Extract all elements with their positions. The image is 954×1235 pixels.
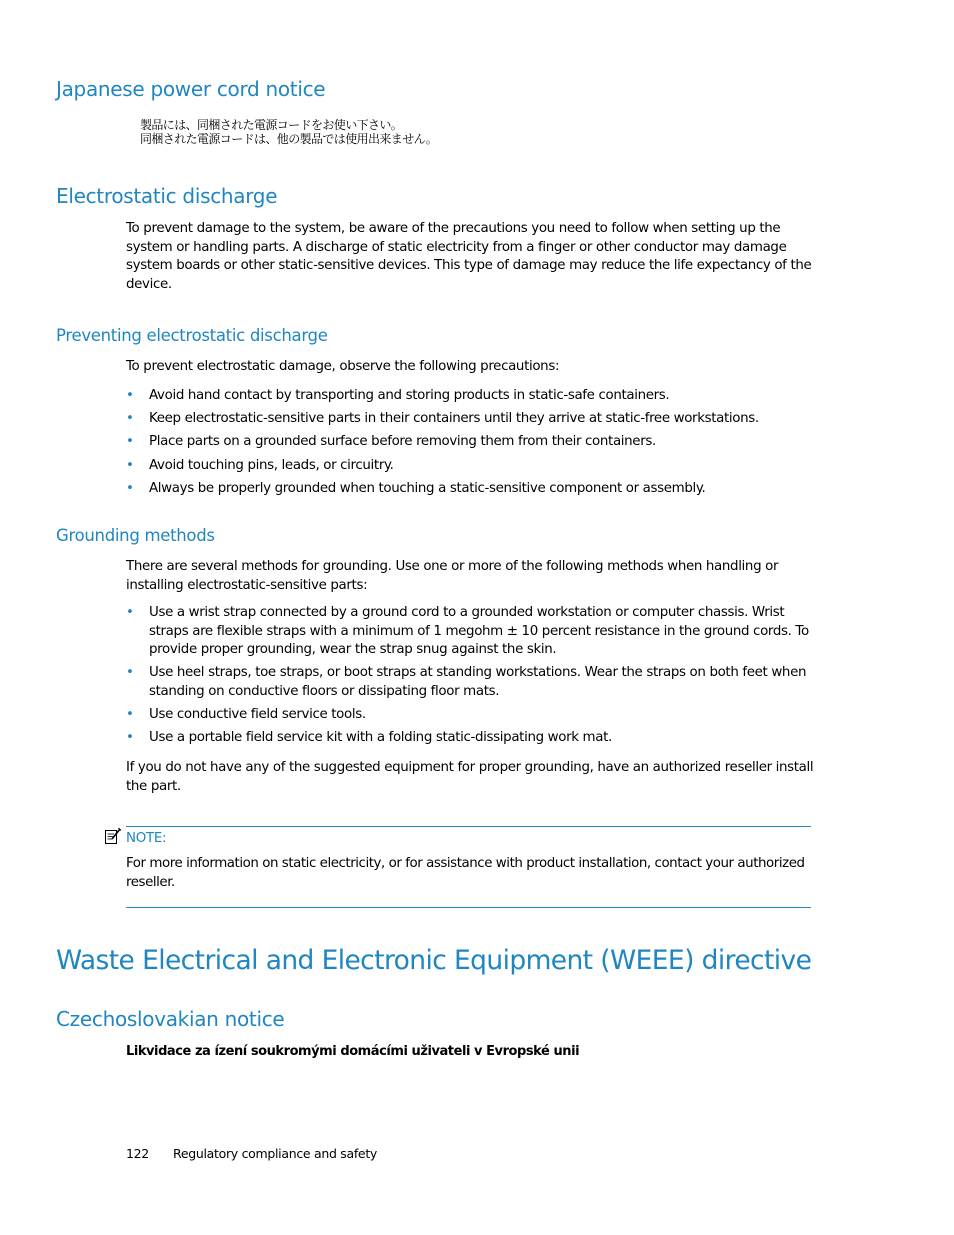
japanese-notice-line-2: 同梱された電源コードは、他の製品では使用出来ません。 (140, 132, 438, 146)
heading-preventing-esd: Preventing electrostatic discharge (56, 326, 328, 345)
grounding-methods-list (126, 604, 816, 747)
heading-weee-directive: Waste Electrical and Electronic Equipment (WEEE) directive (56, 945, 812, 976)
list-item: • Always be properly grounded when touching a static-sensitive component or assembly. (126, 480, 826, 499)
list-item: • Use heel straps, toe straps, or boot straps at standing workstations. Wear the straps on both feet when standing on conductive floors or dissipating floor mats. (126, 665, 807, 699)
note-text: For more information on static electricity, or for assistance with product installation, contact your authorized reseller. (126, 856, 805, 890)
heading-czechoslovakian-notice: Czechoslovakian notice (56, 1007, 285, 1031)
note-pencil-icon (104, 827, 122, 845)
bullet-icon: • (126, 605, 134, 620)
note-top-rule (126, 826, 811, 827)
preventing-precautions-list (126, 387, 826, 499)
note-bottom-rule (126, 907, 811, 908)
bullet-icon: • (126, 729, 134, 745)
heading-electrostatic-discharge: Electrostatic discharge (56, 184, 278, 208)
footer-title: Regulatory compliance and safety (173, 1146, 378, 1161)
japanese-notice-line-1: 製品には、同梱された電源コードをお使い下さい。 (140, 118, 403, 132)
bullet-icon: • (126, 706, 134, 722)
grounding-outro: If you do not have any of the suggested equipment for proper grounding, have an authorized reseller install the part. (126, 760, 814, 794)
czech-bold-subheading: Likvidace za ízení soukromými domácími uživateli v Evropské unii (126, 1044, 580, 1059)
bullet-icon: • (126, 434, 134, 450)
bullet-icon: • (126, 388, 134, 403)
list-item: • Use a wrist strap connected by a ground cord to a grounded workstation or computer chassis. Wrist straps are flexible straps with a minimum of 1 megohm ± 10 percent resistance in the ground cords. To provide proper grounding, wear the strap snug against the skin. (126, 605, 809, 658)
list-item: • Avoid touching pins, leads, or circuitry. (126, 457, 826, 476)
page-footer (126, 1146, 377, 1162)
list-item: • Keep electrostatic-sensitive parts in their containers until they arrive at static-free workstations. (126, 410, 826, 429)
list-item: • Use conductive field service tools. (126, 706, 816, 725)
preventing-intro: To prevent electrostatic damage, observe the following precautions: (126, 359, 560, 374)
heading-grounding-methods: Grounding methods (56, 526, 215, 545)
list-item: • Use a portable field service kit with a folding static-dissipating work mat. (126, 729, 816, 748)
page-number: 122 (126, 1146, 149, 1161)
note-label: NOTE: (126, 831, 167, 846)
heading-japanese-power-cord: Japanese power cord notice (56, 77, 326, 101)
bullet-icon: • (126, 665, 134, 681)
list-item: • Place parts on a grounded surface before removing them from their containers. (126, 433, 826, 452)
esd-intro-paragraph: To prevent damage to the system, be aware of the precautions you need to follow when setting up the system or handling parts. A discharge of static electricity from a finger or other conductor may damage system boards or other static-sensitive devices. This type of damage may reduce the life expectancy of the device. (126, 221, 812, 293)
bullet-icon: • (126, 480, 134, 496)
bullet-icon: • (126, 457, 134, 473)
bullet-icon: • (126, 411, 134, 427)
grounding-intro: There are several methods for grounding. Use one or more of the following methods when handling or installing electrostatic-sensitive parts: (126, 559, 779, 593)
list-item: • Avoid hand contact by transporting and storing products in static-safe containers. (126, 387, 826, 406)
